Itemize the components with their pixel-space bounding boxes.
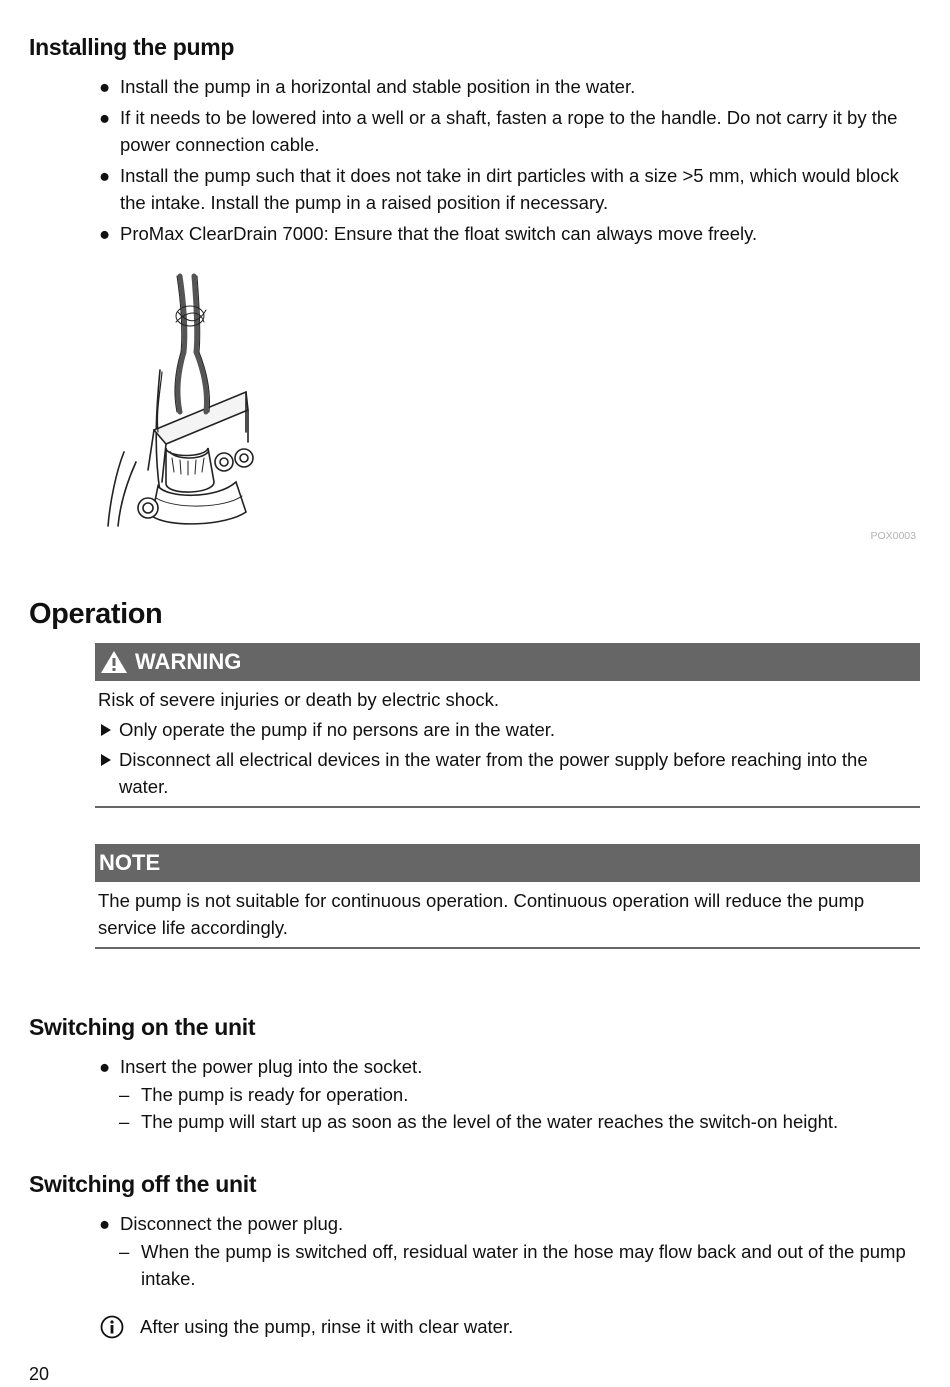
bullet-icon: ●: [99, 1056, 111, 1077]
note-label: NOTE: [99, 850, 161, 875]
section-title-switching-off: Switching off the unit: [29, 1171, 257, 1197]
warning-box: [95, 643, 920, 808]
list-item: ● If it needs to be lowered into a well or a shaft, fasten a rope to the handle. Do not carry it by the power connection cable.: [96, 104, 906, 158]
warning-steps: [98, 716, 917, 800]
note-body: [95, 882, 920, 949]
bullet-icon: ●: [99, 165, 111, 186]
installing-list: [96, 73, 906, 251]
bullet-icon: ●: [99, 76, 111, 97]
result-item: – The pump is ready for operation.: [96, 1081, 906, 1108]
list-item: ● Disconnect the power plug.: [96, 1210, 906, 1237]
section-title-operation: Operation: [29, 598, 163, 630]
arrow-right-icon: [101, 724, 111, 736]
list-item: Only operate the pump if no persons are in the water.: [98, 716, 917, 743]
page-number: 20: [29, 1364, 50, 1384]
arrow-right-icon: [101, 754, 111, 766]
list-item: ● Install the pump in a horizontal and stable position in the water.: [96, 73, 906, 100]
dash-icon: –: [119, 1241, 130, 1262]
section-title-switching-on: Switching on the unit: [29, 1014, 256, 1040]
bullet-icon: ●: [99, 223, 111, 244]
note-text: The pump is not suitable for continuous operation. Continuous operation will reduce the pump service life accordingly.: [98, 890, 865, 938]
switching-on-results: [96, 1081, 906, 1135]
warning-header: [95, 643, 920, 681]
note-header: [95, 844, 920, 882]
info-text: After using the pump, rinse it with clear water.: [140, 1316, 514, 1337]
warning-body: [95, 681, 920, 808]
dash-icon: –: [119, 1084, 130, 1105]
result-item: – When the pump is switched off, residual water in the hose may flow back and out of the pump intake.: [96, 1238, 906, 1292]
result-item: – The pump will start up as soon as the level of the water reaches the switch-on height.: [96, 1108, 906, 1135]
warning-label: WARNING: [135, 649, 242, 674]
list-item: ● Install the pump such that it does not take in dirt particles with a size >5 mm, which would block the intake. Install the pump in a raised position if necessary.: [96, 162, 906, 216]
switching-off-list: [96, 1210, 906, 1241]
bullet-icon: ●: [99, 1213, 111, 1234]
warning-intro: Risk of severe injuries or death by electric shock.: [98, 689, 500, 710]
figure-code: POX0003: [870, 530, 916, 542]
list-item: ● ProMax ClearDrain 7000: Ensure that the float switch can always move freely.: [96, 220, 906, 247]
bullet-icon: ●: [99, 107, 111, 128]
info-icon: [100, 1315, 124, 1339]
switching-on-list: [96, 1053, 906, 1084]
switching-off-results: [96, 1238, 906, 1292]
dash-icon: –: [119, 1111, 130, 1132]
info-note: [100, 1313, 513, 1340]
note-box: [95, 844, 920, 949]
list-item: ● Insert the power plug into the socket.: [96, 1053, 906, 1080]
section-title-installing: Installing the pump: [29, 34, 235, 60]
pump-with-rope-illustration: [96, 272, 296, 528]
warning-triangle-icon: [99, 649, 129, 675]
list-item: Disconnect all electrical devices in the water from the power supply before reaching into the water.: [98, 746, 917, 800]
